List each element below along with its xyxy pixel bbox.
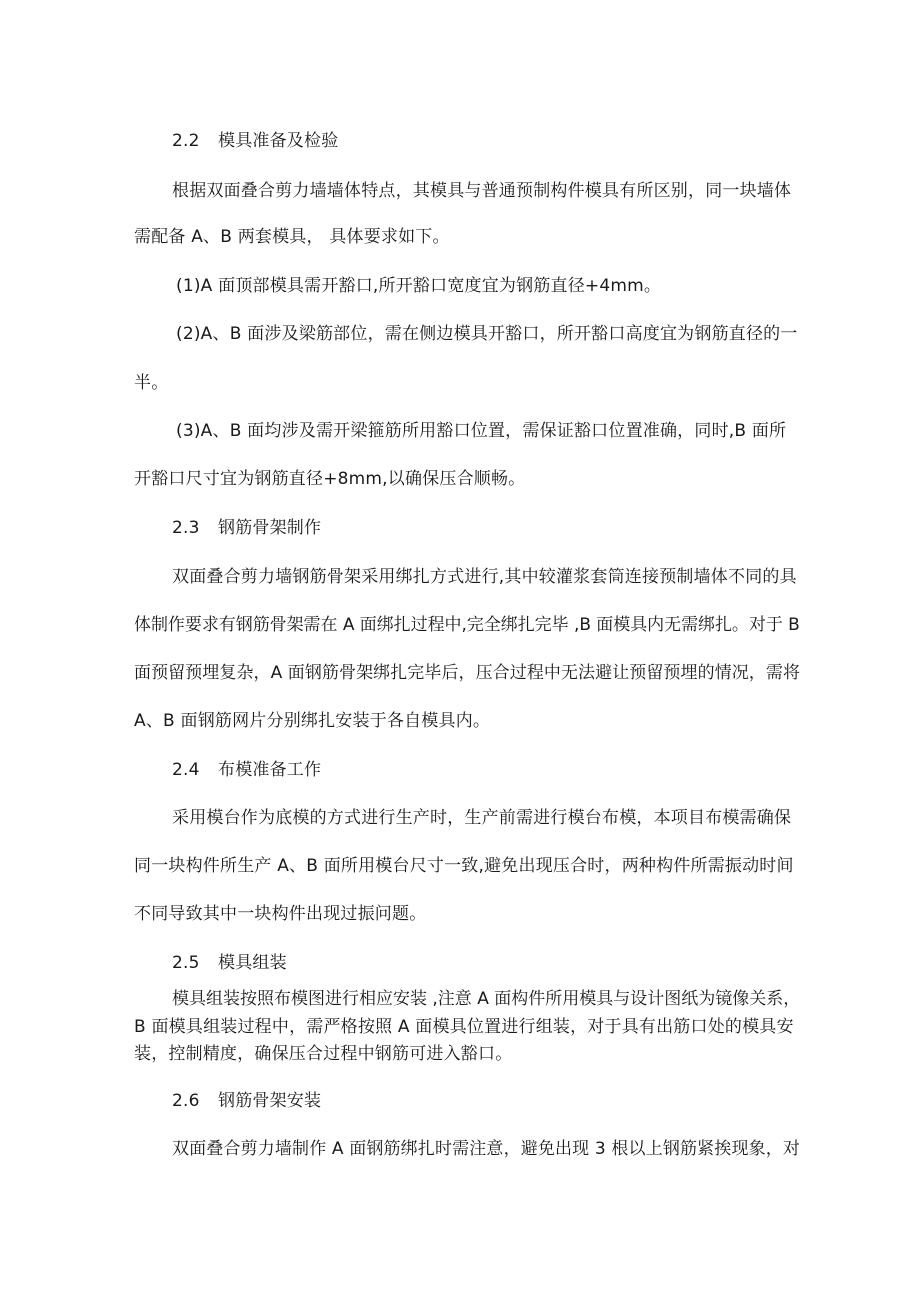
paragraph-line: 同一块构件所生产 A、B 面所用模台尺寸一致,避免出现压合时，两种构件所需振动时间	[134, 856, 794, 876]
paragraph-line: 双面叠合剪力墙制作 A 面钢筋绑扎时需注意，避免出现 3 根以上钢筋紧挨现象，对	[172, 1139, 801, 1159]
paragraph-line: (2)A、B 面涉及梁筋部位，需在侧边模具开豁口，所开豁口高度宜为钢筋直径的一	[176, 324, 798, 344]
section-number: 2.2	[172, 131, 200, 151]
paragraph-line: 模具组装按照布模图进行相应安装 ,注意 A 面构件所用模具与设计图纸为镜像关系，	[172, 989, 801, 1009]
paragraph-line: (1)A 面顶部模具需开豁口,所开豁口宽度宜为钢筋直径+4mm。	[176, 276, 662, 296]
section-heading-2-4	[172, 759, 321, 781]
paragraph-line: 双面叠合剪力墙钢筋骨架采用绑扎方式进行,其中较灌浆套筒连接预制墙体不同的具	[172, 567, 797, 587]
section-heading-2-5	[172, 952, 287, 974]
paragraph-line: B 面模具组装过程中，需严格按照 A 面模具位置进行组装，对于具有出筋口处的模具安	[134, 1017, 794, 1037]
section-heading-2-2	[172, 130, 338, 152]
paragraph-line: 采用模台作为底模的方式进行生产时，生产前需进行模台布模，本项目布模需确保	[172, 808, 792, 828]
section-title: 钢筋骨架安装	[218, 1091, 322, 1111]
paragraph-line: 开豁口尺寸宜为钢筋直径+8mm,以确保压合顺畅。	[134, 469, 526, 489]
paragraph-line: 面预留预埋复杂，A 面钢筋骨架绑扎完毕后，压合过程中无法避让预留预埋的情况，需将	[134, 663, 801, 683]
section-title: 钢筋骨架制作	[218, 518, 322, 538]
paragraph-line: 半。	[134, 373, 169, 393]
paragraph-line: 需配备 A、B 两套模具， 具体要求如下。	[134, 227, 450, 247]
paragraph-line: 体制作要求有钢筋骨架需在 A 面绑扎过程中,完全绑扎完毕 ,B 面模具内无需绑扎。对于 B	[134, 615, 800, 635]
paragraph-line: (3)A、B 面均涉及需开梁箍筋所用豁口位置，需保证豁口位置准确，同时,B 面所	[176, 421, 787, 441]
paragraph-line: A、B 面钢筋网片分别绑扎安装于各自模具内。	[134, 711, 491, 731]
section-number: 2.3	[172, 518, 200, 538]
section-heading-2-3	[172, 517, 321, 539]
paragraph-line: 不同导致其中一块构件出现过振问题。	[134, 904, 427, 924]
section-number: 2.5	[172, 953, 200, 973]
section-heading-2-6	[172, 1090, 321, 1112]
section-title: 布模准备工作	[218, 760, 322, 780]
paragraph-line: 装，控制精度，确保压合过程中钢筋可进入豁口。	[134, 1044, 513, 1064]
section-number: 2.4	[172, 760, 200, 780]
section-title: 模具组装	[218, 953, 287, 973]
section-number: 2.6	[172, 1091, 200, 1111]
section-title: 模具准备及检验	[218, 131, 339, 151]
paragraph-line: 根据双面叠合剪力墙墙体特点，其模具与普通预制构件模具有所区别，同一块墙体	[172, 181, 792, 201]
